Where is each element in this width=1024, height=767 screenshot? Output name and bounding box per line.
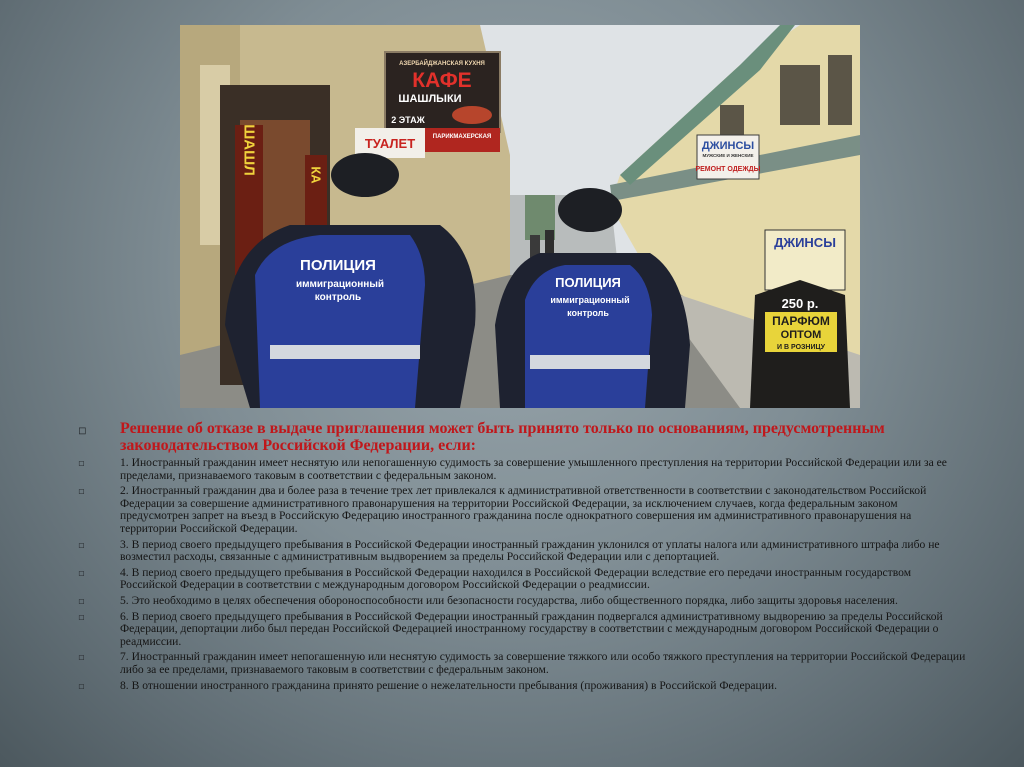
small-square-bullet-icon: ◽: [78, 612, 85, 623]
sign-remont-text: РЕМОНТ ОДЕЖДЫ: [695, 166, 761, 173]
sign-dzhinsy-2-text: ДЖИНСЫ: [774, 235, 836, 250]
list-item-text: 2. Иностранный гражданин два и более раза в течение трех лет привлекался к административной ответственности в соответствии с законодательством Российской Федерации за совершение административного правонарушения на территории Российской Федерации, за исключением случаев, когда федеральным законом предусмотрен запрет на въезд в Российскую Федерацию иностранного гражданина после однократного совершения им административного правонарушения на территории Российской Федерации.: [120, 484, 927, 535]
small-square-bullet-icon: ◽: [78, 540, 85, 551]
list-item-text: 7. Иностранный гражданин имеет непогашенную или неснятую судимость за совершение тяжкого или особо тяжкого преступления на территории Российской Федерации либо за ее пределами, признаваемого таковым в соответствии с федеральным законом.: [120, 650, 966, 676]
list-item: [78, 595, 968, 608]
vest-2-line3: контроль: [567, 308, 609, 318]
list-item-text: 3. В период своего предыдущего пребывания в Российской Федерации иностранный гражданин уклонился от уплаты налога или административного штрафа либо не возместил расходы, связанные с административным выдворением за пределы Российской Федерации или с депортацией.: [120, 537, 940, 564]
sign-vertical-left-text: ШАШЛ: [240, 124, 258, 176]
list-item: [78, 485, 968, 535]
sign-dzhinsy-1-text: ДЖИНСЫ: [701, 140, 755, 152]
vest-2-line2: иммиграционный: [550, 295, 630, 305]
small-square-bullet-icon: ◽: [78, 487, 85, 498]
sign-dzhinsy-1-sub-text: МУЖСКИЕ И ЖЕНСКИЕ: [702, 153, 754, 158]
list-item: [78, 611, 968, 649]
vest-1-line2: иммиграционный: [295, 279, 385, 290]
list-item-text: 8. В отношении иностранного гражданина принято решение о нежелательности пребывания (проживания) в Российской Федерации.: [120, 678, 778, 692]
sign-parfyum-text: ПАРФЮМ: [772, 314, 830, 328]
sign-tualet-text: ТУАЛЕТ: [364, 136, 416, 151]
list-item: [78, 567, 968, 592]
street-photo-drawing: [180, 25, 860, 408]
small-square-bullet-icon: ◽: [78, 681, 85, 692]
small-square-bullet-icon: ◽: [78, 568, 85, 579]
sign-price-text: 250 р.: [781, 296, 819, 311]
list-item-text: 6. В период своего предыдущего пребывания в Российской Федерации иностранный гражданин подвергался административному выдворению за пределы Российской Федерации, депортации либо был передан Российской Федерацией иностранному государству в соответствии с международным договором Российской Федерации о реадмиссии.: [120, 609, 943, 648]
sign-roznicu-text: И В РОЗНИЦУ: [777, 344, 825, 351]
square-bullet-icon: ◽: [78, 423, 87, 437]
small-square-bullet-icon: ◽: [78, 653, 85, 664]
vest-1-line1: ПОЛИЦИЯ: [300, 257, 376, 274]
sign-kafe-top-text: АЗЕРБАЙДЖАНСКАЯ КУХНЯ: [399, 61, 485, 67]
sign-shashlyki-text: ШАШЛЫКИ: [398, 93, 462, 105]
list-item: [78, 680, 968, 693]
list-item-text: 5. Это необходимо в целях обеспечения обороноспособности или безопасности государства, либо общественного порядка, либо защиты здоровья населения.: [120, 593, 898, 607]
sign-vertical-right-text: КА: [308, 166, 324, 184]
vest-2-line1: ПОЛИЦИЯ: [555, 275, 621, 290]
list-item: [78, 457, 968, 482]
sign-kafe-text: КАФЕ: [412, 69, 472, 92]
list-item-text: 1. Иностранный гражданин имеет неснятую или непогашенную судимость за совершение умышленного преступления на территории Российской Федерации или за ее пределами, признаваемого таковым в соответствии с федеральным законом.: [120, 456, 947, 482]
list-item-text: 4. В период своего предыдущего пребывания в Российской Федерации находился в Российской Федерации вследствие его передачи иностранным государством Российской Федерации в соответствии с международным договором Российской Федерации о реадмиссии.: [120, 565, 912, 592]
slide-text: [78, 420, 968, 695]
sign-floor-text: 2 ЭТАЖ: [391, 115, 425, 125]
sign-parikmaherskaya-text: ПАРИКМАХЕРСКАЯ: [432, 134, 492, 140]
sign-optom-text: ОПТОМ: [780, 329, 822, 341]
list-item: [78, 539, 968, 564]
vest-1-line3: контроль: [314, 292, 362, 303]
slide-heading-text: Решение об отказе в выдаче приглашения может быть принято только по основаниям, предусмотренным законодательством Российской Федерации, если:: [120, 420, 885, 454]
street-photo: [180, 25, 860, 408]
slide-heading: [78, 420, 968, 454]
list-item: [78, 651, 968, 676]
small-square-bullet-icon: ◽: [78, 459, 85, 469]
small-square-bullet-icon: ◽: [78, 596, 85, 607]
